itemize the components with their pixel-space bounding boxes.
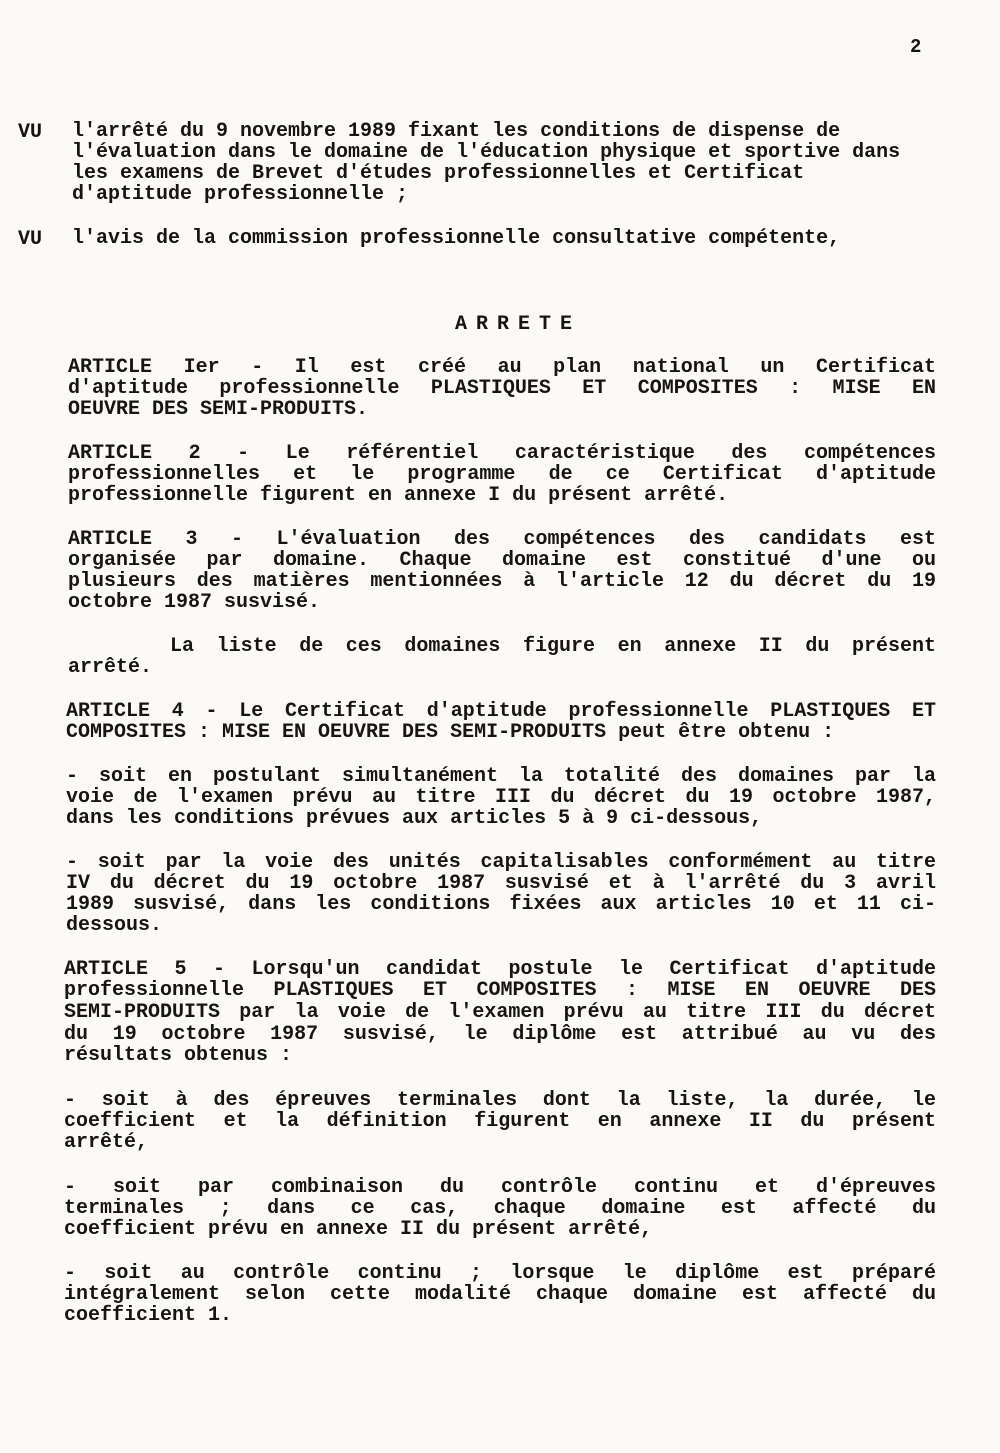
article-5-bullet-2-line-2: terminales ; dans ce cas, chaque domaine est affecté du xyxy=(64,1197,936,1220)
article-4-bullet-1-line-1: - soit en postulant simultanément la totalité des domaines par la xyxy=(66,765,936,788)
article-5-line-3: SEMI-PRODUITS par la voie de l'examen prévu au titre III du décret xyxy=(64,1001,936,1024)
article-3-line-4: octobre 1987 susvisé. xyxy=(68,591,321,614)
article-2-line-3: professionnelle figurent en annexe I du présent arrêté. xyxy=(68,484,729,507)
vu1-line-4: d'aptitude professionnelle ; xyxy=(72,183,409,206)
article-3-para-2-line-2: arrêté. xyxy=(68,656,153,679)
article-4-line-2: COMPOSITES : MISE EN OEUVRE DES SEMI-PRODUITS peut être obtenu : xyxy=(66,721,835,744)
article-5-line-2: professionnelle PLASTIQUES ET COMPOSITES : MISE EN OEUVRE DES xyxy=(64,979,936,1002)
vu-marker: VU xyxy=(18,228,43,251)
article-5-bullet-2-line-3: coefficient prévu en annexe II du présent arrêté, xyxy=(64,1218,653,1241)
article-label: ARTICLE 4 xyxy=(66,700,184,723)
arrete-heading: ARRETE xyxy=(455,313,582,336)
article-3-line-2: organisée par domaine. Chaque domaine est constitué d'une ou xyxy=(68,549,936,572)
vu-marker: VU xyxy=(18,121,43,144)
article-5-bullet-3-line-1: - soit au contrôle continu ; lorsque le diplôme est préparé xyxy=(64,1262,936,1285)
article-4-bullet-2-line-4: dessous. xyxy=(66,914,163,937)
article-5-line-5: résultats obtenus : xyxy=(64,1044,293,1067)
vu1-line-2: l'évaluation dans le domaine de l'éducation physique et sportive dans xyxy=(72,141,901,164)
article-4-bullet-1-line-3: dans les conditions prévues aux articles 5 à 9 ci-dessous, xyxy=(66,807,763,830)
article-1-line-2: d'aptitude professionnelle PLASTIQUES ET COMPOSITES : MISE EN xyxy=(68,377,936,400)
article-label: ARTICLE Ier xyxy=(68,356,220,379)
article-label: ARTICLE 3 xyxy=(68,528,198,551)
article-5-bullet-3-line-3: coefficient 1. xyxy=(64,1304,233,1327)
article-3-line-3: plusieurs des matières mentionnées à l'article 12 du décret du 19 xyxy=(68,570,936,593)
article-5-bullet-1-line-2: coefficient et la définition figurent en annexe II du présent xyxy=(64,1110,936,1133)
article-1-line-1: ARTICLE Ier - Il est créé au plan national un Certificat xyxy=(68,356,936,379)
vu2-line-1: l'avis de la commission professionnelle consultative compétente, xyxy=(72,227,841,250)
article-4-line-1: ARTICLE 4 - Le Certificat d'aptitude professionnelle PLASTIQUES ET xyxy=(66,700,936,723)
page-number: 2 xyxy=(910,36,922,58)
article-1-line-3: OEUVRE DES SEMI-PRODUITS. xyxy=(68,398,369,421)
article-4-bullet-2-line-1: - soit par la voie des unités capitalisables conformément au titre xyxy=(66,851,936,874)
article-5-bullet-1-line-3: arrêté, xyxy=(64,1131,149,1154)
article-4-bullet-2-line-2: IV du décret du 19 octobre 1987 susvisé et à l'arrêté du 3 avril xyxy=(66,872,936,895)
article-5-bullet-1-line-1: - soit à des épreuves terminales dont la liste, la durée, le xyxy=(64,1089,936,1112)
vu1-line-1: l'arrêté du 9 novembre 1989 fixant les conditions de dispense de xyxy=(72,120,841,143)
article-label: ARTICLE 5 xyxy=(64,958,187,981)
article-5-line-4: du 19 octobre 1987 susvisé, le diplôme est attribué au vu des xyxy=(64,1023,936,1046)
article-label: ARTICLE 2 xyxy=(68,442,201,465)
article-5-bullet-3-line-2: intégralement selon cette modalité chaque domaine est affecté du xyxy=(64,1283,936,1306)
article-2-line-2: professionnelles et le programme de ce Certificat d'aptitude xyxy=(68,463,936,486)
article-3-line-1: ARTICLE 3 - L'évaluation des compétences des candidats est xyxy=(68,528,936,551)
vu1-line-3: les examens de Brevet d'études professionnelles et Certificat xyxy=(72,162,805,185)
article-5-bullet-2-line-1: - soit par combinaison du contrôle continu et d'épreuves xyxy=(64,1176,936,1199)
article-4-bullet-2-line-3: 1989 susvisé, dans les conditions fixées aux articles 10 et 11 ci- xyxy=(66,893,936,916)
article-3-para-2-line-1: La liste de ces domaines figure en annexe II du présent xyxy=(170,635,936,658)
article-4-bullet-1-line-2: voie de l'examen prévu au titre III du décret du 19 octobre 1987, xyxy=(66,786,936,809)
article-5-line-1: ARTICLE 5 - Lorsqu'un candidat postule le Certificat d'aptitude xyxy=(64,958,936,981)
article-2-line-1: ARTICLE 2 - Le référentiel caractéristique des compétences xyxy=(68,442,936,465)
